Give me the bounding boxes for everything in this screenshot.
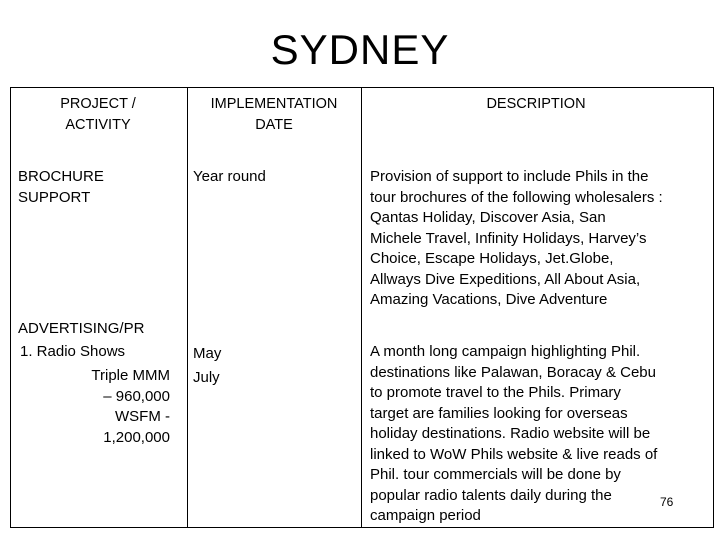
header-implementation-date: IMPLEMENTATION DATE: [210, 96, 338, 133]
column-divider-1: [187, 88, 188, 527]
row-advertising-date: May July: [193, 345, 222, 386]
header-project-activity: PROJECT / ACTIVITY: [60, 96, 136, 133]
row-brochure-activity: BROCHURE SUPPORT: [18, 168, 104, 206]
row-advertising-activity: 1. Radio Shows: [20, 343, 126, 360]
row-advertising-sub-items: Triple MMM – 960,000 WSFM - 1,200,000: [91, 367, 170, 446]
row-advertising-section: ADVERTISING/PR: [18, 320, 145, 337]
slide-title: SYDNEY: [270, 26, 450, 73]
row-brochure-description: Provision of support to include Phils in the tour brochures of the following wholesalers : Qantas Holiday, Discover Asia, San Michele Travel, Infinity Holidays, Harvey’s Choice, Escape Holidays, Jet.Globe, Allways Dive Expeditions, All About Asia, Amazing Vacations, Dive Adventure: [370, 168, 663, 308]
row-advertising-description: A month long campaign highlighting Phil. destinations like Palawan, Boracay & Cebu to promote travel to the Phils. Primary target are families looking for overseas holiday destinations. Radio website will be linked to WoW Phils website & live reads of Phil. tour commercials will be done by popular radio talents daily during the campaign period: [370, 343, 658, 524]
column-divider-2: [361, 88, 362, 527]
slide-number: 76: [660, 495, 674, 509]
row-brochure-date: Year round: [193, 168, 266, 185]
header-description: DESCRIPTION: [486, 96, 586, 112]
